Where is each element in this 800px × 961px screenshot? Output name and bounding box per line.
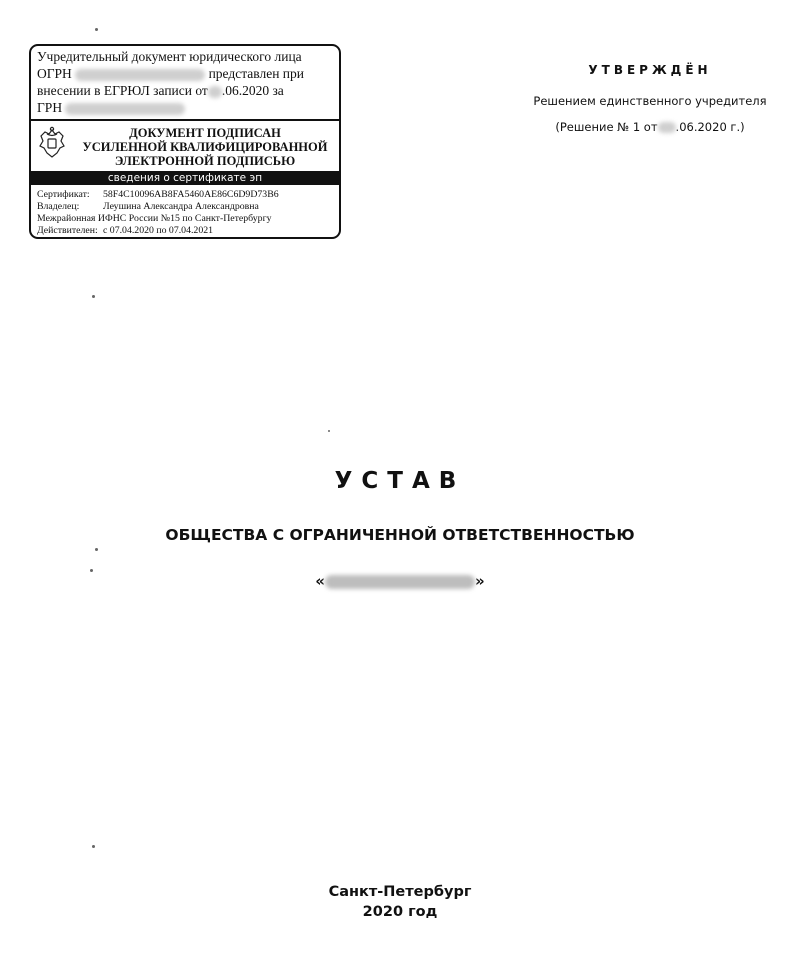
issuer-row: Межрайонная ИФНС России №15 по Санкт-Петербургу [37,213,272,224]
approved-by-line: Решением единственного учредителя [533,94,767,108]
scan-speck [92,295,95,298]
scan-speck [90,569,93,572]
signed-notice: ДОКУМЕНТ ПОДПИСАН УСИЛЕННОЙ КВАЛИФИЦИРОВАННОЙ ЭЛЕКТРОННОЙ ПОДПИСЬЮ [82,126,328,168]
redacted-day [208,86,222,98]
redacted-company-name [325,575,475,589]
scan-speck [92,845,95,848]
validity-row: Действителен: с 07.04.2020 по 07.04.2021 [37,225,214,236]
esign-stamp [29,44,341,239]
stamp-divider [31,119,339,121]
redacted-ogrn [75,69,205,81]
scan-speck [328,430,330,432]
document-subtitle: ОБЩЕСТВА С ОГРАНИЧЕННОЙ ОТВЕТСТВЕННОСТЬЮ [165,526,635,544]
stamp-registration-text [37,48,337,120]
document-title: УСТАВ [334,468,466,494]
stamp-line-1: Учредительный документ юридического лица [37,49,302,64]
certificate-info-bar: сведения о сертификате эп [31,171,339,185]
scan-speck [95,28,98,31]
redacted-decision-day [658,122,676,133]
company-name: « » [315,572,485,590]
decision-line: (Решение № 1 от .06.2020 г.) [555,120,745,134]
stamp-line-2: ОГРН представлен при [37,66,304,81]
certificate-row: Сертификат: 58F4C10096AB8FA5460AE86C6D9D73B6 [37,189,279,200]
certificate-details [37,189,337,237]
owner-row: Владелец: Леушина Александра Александровна [37,201,259,212]
city: Санкт-Петербург [328,884,472,900]
year: 2020 год [362,904,438,920]
stamp-line-4: ГРН [37,99,337,116]
scan-speck [95,548,98,551]
approved-heading: УТВЕРЖДЁН [588,63,712,77]
redacted-grn [65,103,185,115]
coat-of-arms-icon [37,126,67,160]
stamp-line-3: внесении в ЕГРЮЛ записи от .06.2020 за [37,83,284,98]
